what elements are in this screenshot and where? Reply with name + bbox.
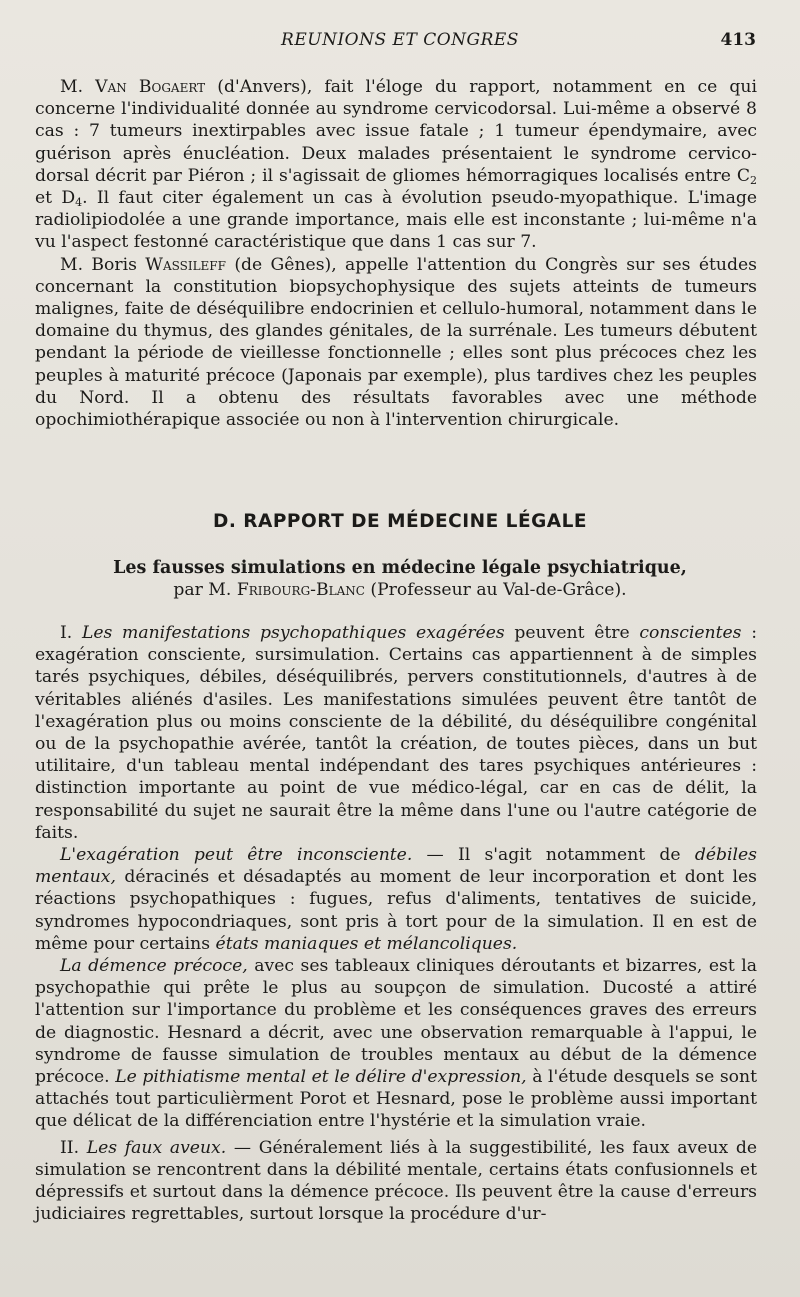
paragraph-text: peuvent être bbox=[504, 623, 640, 643]
paragraph-text: — Il s'agit notamment de bbox=[412, 845, 695, 866]
paragraph-wassileff bbox=[35, 254, 757, 432]
speaker-prefix: M. Boris bbox=[60, 254, 146, 275]
paragraph-text: . Il faut citer également un cas à évolution pseudo-myopathique. L'image radiolipiodolée a une grande importance, mais elle est inconstante ; lui-même n'a vu l'aspect festonné caractéristique que dans 1 cas sur 7. bbox=[35, 188, 758, 253]
speaker-name: Wassileff bbox=[145, 254, 226, 275]
paragraph-exageration bbox=[35, 844, 757, 955]
italic-phrase: débiles mentaux, bbox=[35, 845, 757, 888]
italic-phrase: Les manifestations psychopathiques exagérées bbox=[81, 623, 505, 643]
paragraph-text: (d'Anvers), fait l'éloge du rapport, notamment en ce qui concerne l'individualité donnée au syndrome cervicodorsal. Lui-même a observé 8 cas : 7 tumeurs inextirpables avec issue fatale ; 1 tumeur épendymaire, avec guérison après énucléation. Deux malades présentaient le syndrome cervico-dorsal décrit par Piéron ; il s'agissait de gliomes hémorragiques localisés entre C bbox=[35, 77, 757, 186]
section-title: D. RAPPORT DE MÉDECINE LÉGALE bbox=[212, 511, 588, 532]
paragraph-text: à l'étude desquels se sont attachés tout particulièrment Porot et Hesnard, pose le problème aussi important que délicat de la différenciation entre l'hystérie et la simulation vraie. bbox=[35, 1067, 757, 1132]
paragraph-text: avec ses tableaux cliniques déroutants et bizarres, est la psychopathie qui prête le plus au soupçon de simulation. Ducosté a attiré l'attention sur l'importance du problème et les conséquences graves des erreurs de diagnostic. Hesnard a décrit, avec une observation remarquable à l'appui, le syndrome de fausse simulation de troubles mentaux au début de la démence précoce. bbox=[35, 956, 757, 1088]
paragraph-text: déracinés et désadaptés au moment de leur incorporation et dont les réactions psychopathiques : fugues, refus d'aliments, tentatives de suicide, syndromes hypocondriaques, sont pris à tort pour de la simulation. Il en est de même pour certains bbox=[35, 867, 757, 954]
article-title: Les fausses simulations en médecine légale psychiatrique, bbox=[113, 558, 687, 578]
running-head-title: REUNIONS ET CONGRES bbox=[281, 30, 519, 50]
column-body bbox=[35, 622, 757, 1225]
paragraph-text: (de Gênes), appelle l'attention du Congrès sur ses études concernant la constitution biopsychophysique des sujets atteints de tumeurs malignes, faite de déséquilibre endocrinien et cellulo-humoral, notamment dans le domaine du thymus, des glandes génitales, de la surrénale. Les tumeurs débutent pendant la période de vieillesse fonctionnelle ; elles sont plus précoces chez les peuples à maturité précoce (Japonais par exemple), plus tardives chez les peuples du Nord. Il a obtenu des résultats favorables avec une méthode opochimiothérapique associée ou non à l'intervention chirurgicale. bbox=[35, 254, 757, 431]
italic-phrase: états maniaques et mélancoliques. bbox=[215, 933, 518, 954]
paragraph-text: et D bbox=[35, 188, 76, 209]
column-top bbox=[35, 76, 757, 431]
italic-phrase: conscientes bbox=[639, 623, 742, 643]
speaker-name: M. Van Bogaert bbox=[60, 77, 206, 97]
italic-phrase: La démence précoce, bbox=[60, 956, 248, 977]
paragraph-text: — Généralement liés à la suggestibilité, les faux aveux de simulation se rencontrent dans la débilité mentale, certains états confusionnels et dépressifs et surtout dans la démence précoce. Ils peuvent être la cause d'erreurs judiciaires regrettables, surtout lorsque la procédure d'ur- bbox=[35, 1137, 757, 1225]
author-prefix: par M. bbox=[173, 580, 237, 600]
section-number: II. bbox=[60, 1137, 87, 1158]
paragraph-manifestations bbox=[35, 622, 757, 844]
italic-phrase: Le pithiatisme mental et le délire d'expression, bbox=[115, 1067, 527, 1088]
running-head bbox=[0, 30, 800, 52]
paragraph-text: : exagération consciente, sursimulation. Certains cas appartiennent à de simples tarés psychiques, débiles, déséquilibrés, pervers constitutionnels, d'autres à de véritables aliénés d'asiles. Les manifestations simulées peuvent être tantôt de l'exagération plus ou moins consciente de la débilité, du déséquilibre congénital ou de la psychopathie avérée, tantôt la création, de toutes pièces, dans un but utilitaire, d'un tableau mental indépendant des tares psychiques antérieures : distinction importante au point de vue médico-légal, car en cas de délit, la responsabilité du sujet ne saurait être la même dans l'une ou l'autre catégorie de faits. bbox=[35, 623, 757, 843]
page-number: 413 bbox=[720, 30, 756, 50]
italic-phrase: L'exagération peut être inconsciente. bbox=[60, 845, 413, 866]
paragraph-demence-precoce bbox=[35, 955, 757, 1133]
paragraph-van-bogaert bbox=[35, 76, 757, 254]
article-author bbox=[0, 580, 800, 600]
subscript: 2 bbox=[750, 173, 757, 187]
author-name: Fribourg-Blanc bbox=[236, 580, 365, 600]
author-suffix: (Professeur au Val-de-Grâce). bbox=[364, 580, 627, 600]
subscript: 4 bbox=[75, 196, 83, 210]
section-number: I. bbox=[60, 623, 82, 643]
paragraph-faux-aveux bbox=[35, 1137, 757, 1226]
italic-phrase: Les faux aveux. bbox=[86, 1137, 227, 1158]
